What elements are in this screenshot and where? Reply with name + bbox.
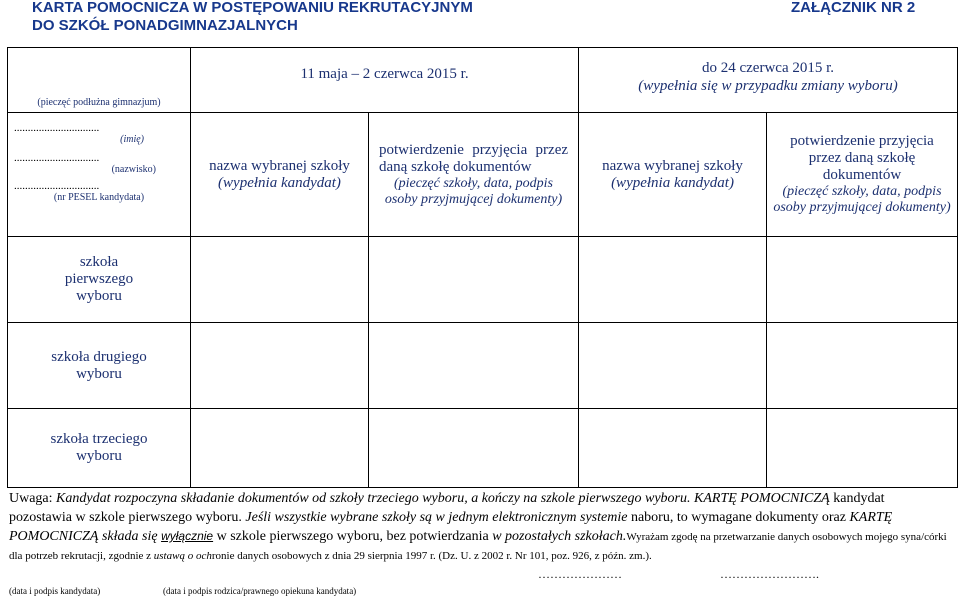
- notice-card-1: KARTĘ POMOCNICZĄ: [690, 491, 834, 506]
- parent-signature-label: (data i podpis rodzica/prawnego opiekuna kandydata): [163, 586, 357, 596]
- period1-cell: [191, 48, 579, 113]
- third-choice-school-b[interactable]: [579, 409, 767, 488]
- notice-documents: naboru, to wymagane dokumenty oraz: [627, 509, 850, 525]
- school-name-a-label: nazwa wybranej szkoły: [209, 157, 350, 174]
- second-choice-label-cell: [8, 323, 191, 409]
- school-name-b-label: nazwa wybranej szkoły: [602, 157, 743, 174]
- signature-dots-1: …………………: [538, 567, 622, 581]
- second-choice-confirm-a[interactable]: [369, 323, 579, 409]
- third-choice-confirm-a[interactable]: [369, 409, 579, 488]
- school-name-b-note: (wypełnia kandydat): [611, 174, 734, 191]
- second-choice-school-b[interactable]: [579, 323, 767, 409]
- consent-text: Wyrażam zgodę na przetwarzanie danych osobowych mojego syna/córki dla potrzeb rekrutacji, zgodnie z: [9, 531, 947, 562]
- confirmation-a-text: potwierdzenie przyjęcia przez daną szkołę dokumentów: [379, 141, 569, 175]
- first-choice-label-cell: [8, 237, 191, 323]
- second-choice-school-a[interactable]: [191, 323, 369, 409]
- confirmation-header-b: [767, 113, 958, 237]
- period1-dates: 11 maja – 2 czerwca 2015 r.: [300, 66, 469, 82]
- notice-paragraph: [9, 490, 949, 565]
- candidate-signature-label: (data i podpis kandydata): [9, 586, 101, 596]
- label-pesel: (nr PESEL kandydata): [53, 192, 145, 203]
- label-name: (imię): [120, 134, 144, 145]
- third-choice-confirm-b[interactable]: [767, 409, 958, 488]
- confirmation-b-text: potwierdzenie przyjęcia przez daną szkołę dokumentów: [790, 133, 934, 183]
- period-row: [8, 48, 958, 113]
- dots-name: ...............................: [14, 122, 100, 134]
- recruitment-table: [7, 47, 958, 488]
- period2-dates: do 24 czerwca 2015 r.: [701, 60, 835, 76]
- column-header-row: [8, 113, 958, 237]
- first-choice-school-a[interactable]: [191, 237, 369, 323]
- notice-other-schools: w pozostałych szkołach.: [492, 529, 627, 544]
- school-stamp-cell[interactable]: [8, 48, 191, 113]
- stamp-label: (pieczęć podłużna gimnazjum): [37, 97, 161, 108]
- third-choice-school-a[interactable]: [191, 409, 369, 488]
- second-choice-row: [8, 323, 958, 409]
- dots-surname: ...............................: [14, 152, 100, 164]
- signature-dots-2: …………………….: [720, 567, 819, 581]
- period2-cell: [579, 48, 958, 113]
- school-name-header-b: [579, 113, 767, 237]
- first-choice-confirm-a[interactable]: [369, 237, 579, 323]
- notice-order: Kandydat rozpoczyna składanie dokumentów od szkoły trzeciego wyboru, a kończy na szkole pierwszego wyboru.: [56, 491, 691, 506]
- period2-note: (wypełnia się w przypadku zmiany wyboru): [638, 78, 898, 94]
- school-name-a-note: (wypełnia kandydat): [218, 174, 341, 191]
- first-choice-confirm-b[interactable]: [767, 237, 958, 323]
- confirmation-header-a: [369, 113, 579, 237]
- notice-prefix: Uwaga:: [9, 491, 57, 506]
- third-choice-row: [8, 409, 958, 488]
- consent-act-rest: ronie danych osobowych z dnia 29 sierpnia 1997 r. (Dz. U. z 2002 r. Nr 101, poz. 926, z późn. zm.).: [211, 549, 652, 562]
- annex-label: ZAŁĄCZNIK NR 2: [791, 0, 916, 16]
- consent-act: ustawą o och: [153, 549, 212, 562]
- confirmation-a-note: (pieczęć szkoły, data, podpis osoby przyjmującej dokumenty): [384, 175, 563, 207]
- notice-submit: składa się: [98, 529, 162, 544]
- third-choice-label: szkoła trzeciego wyboru: [50, 431, 148, 464]
- notice-system: Jeśli wszystkie wybrane szkoły są w jednym elektronicznym systemie: [245, 509, 628, 525]
- third-choice-label-cell: [8, 409, 191, 488]
- form-title-line-2: DO SZKÓŁ PONADGIMNAZJALNYCH: [32, 17, 298, 34]
- notice-exclusively: wyłącznie: [161, 529, 214, 543]
- candidate-identity-cell[interactable]: [8, 113, 191, 237]
- label-surname: (nazwisko): [111, 164, 156, 175]
- notice-leave: kandydat pozostawia w szkole pierwszego wyboru.: [9, 491, 885, 525]
- form-title-line-1: KARTA POMOCNICZA W POSTĘPOWANIU REKRUTACYJNYM: [32, 0, 473, 16]
- second-choice-label: szkoła drugiego wyboru: [51, 348, 147, 382]
- first-choice-school-b[interactable]: [579, 237, 767, 323]
- first-choice-label: szkoła pierwszego wyboru: [64, 254, 134, 304]
- dots-pesel: ...............................: [14, 180, 100, 192]
- second-choice-confirm-b[interactable]: [767, 323, 958, 409]
- first-choice-row: [8, 237, 958, 323]
- confirmation-b-note: (pieczęć szkoły, data, podpis osoby przyjmującej dokumenty): [773, 184, 951, 215]
- school-name-header-a: [191, 113, 369, 237]
- notice-card-2: KARTĘ POMOCNICZĄ: [9, 509, 893, 544]
- notice-first-school: w szkole pierwszego wyboru, bez potwierdzania: [213, 529, 493, 544]
